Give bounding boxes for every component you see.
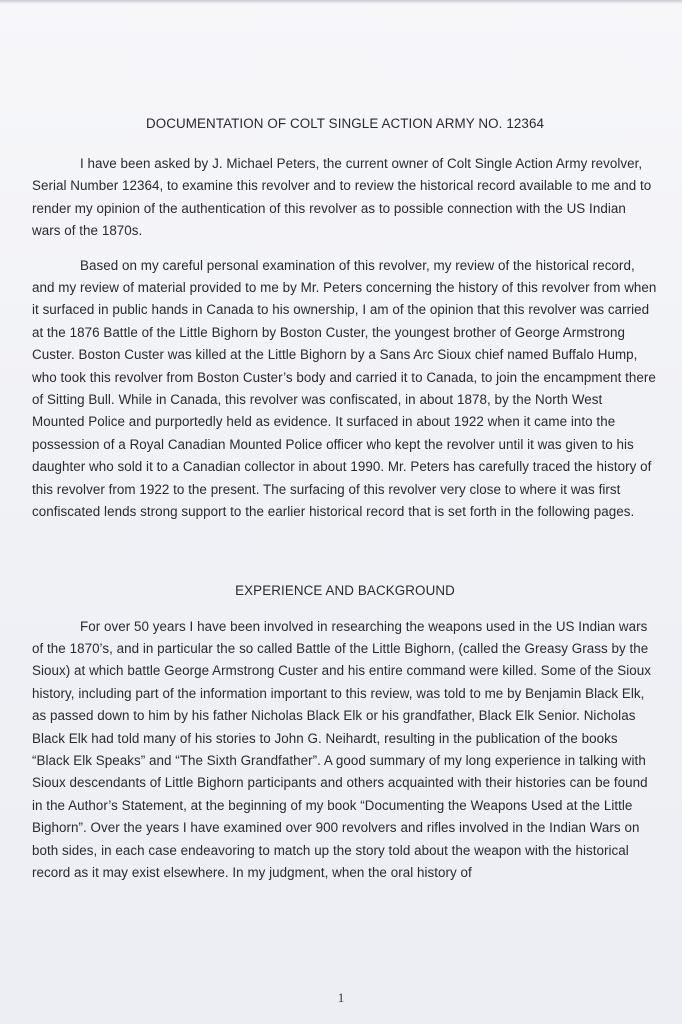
section-heading: EXPERIENCE AND BACKGROUND	[235, 582, 455, 598]
section-spacer	[32, 536, 658, 580]
page-number: 1	[337, 990, 345, 1005]
intro-paragraph: I have been asked by J. Michael Peters, the current owner of Colt Single Action Army revolver, Serial Number 12364, to examine this revolver and to review the historical record available to me and to render my opinion of the authentication of this revolver as to possible connection with the US Indian wars of the 1870s.	[32, 156, 652, 239]
document-title: DOCUMENTATION OF COLT SINGLE ACTION ARMY NO. 12364	[145, 116, 545, 131]
experience-paragraph: For over 50 years I have been involved in researching the weapons used in the US Indian wars of the 1870’s, and in particular the so called Battle of the Little Bighorn, (called the Greasy Grass by the Sioux) at which battle George Armstrong Custer and his entire command were killed. Some of the Sioux history, including part of the information important to this review, was told to me by Benjamin Black Elk, as passed down to him by his father Nicholas Black Elk or his grandfather, Black Elk Senior. Nicholas Black Elk had told many of his stories to John G. Neihardt, resulting in the publication of the books “Black Elk Speaks” and “The Sixth Grandfather”. A good summary of my long experience in talking with Sioux descendants of Little Bighorn participants and others acquainted with their histories can be found in the Author’s Statement, at the beginning of my book “Documenting the Weapons Used at the Little Bighorn”. Over the years I have examined over 900 revolvers and rifles involved in the Indian Wars on both sides, in each case endeavoring to match up the story told about the weapon with the historical record as it may exist elsewhere. In my judgment, when the oral history of	[32, 618, 652, 880]
document-body	[32, 113, 658, 896]
opinion-paragraph: Based on my careful personal examination of this revolver, my review of the historical record, and my review of material provided to me by Mr. Peters concerning the history of this revolver from when it surfaced in public hands in Canada to his ownership, I am of the opinion that this revolver was carried at the 1876 Battle of the Little Bighorn by Boston Custer, the youngest brother of George Armstrong Custer. Boston Custer was killed at the Little Bighorn by a Sans Arc Sioux chief named Buffalo Hump, who took this revolver from Boston Custer’s body and carried it to Canada, to join the encampment there of Sitting Bull. While in Canada, this revolver was confiscated, in about 1878, by the North West Mounted Police and purportedly held as evidence. It surfaced in about 1922 when it came into the possession of a Royal Canadian Mounted Police officer who kept the revolver until it was given to his daughter who sold it to a Canadian collector in about 1990. Mr. Peters has carefully traced the history of this revolver from 1922 to the present. The surfacing of this revolver very close to where it was first confiscated lends strong support to the earlier historical record that is set forth in the following pages.	[32, 257, 657, 520]
